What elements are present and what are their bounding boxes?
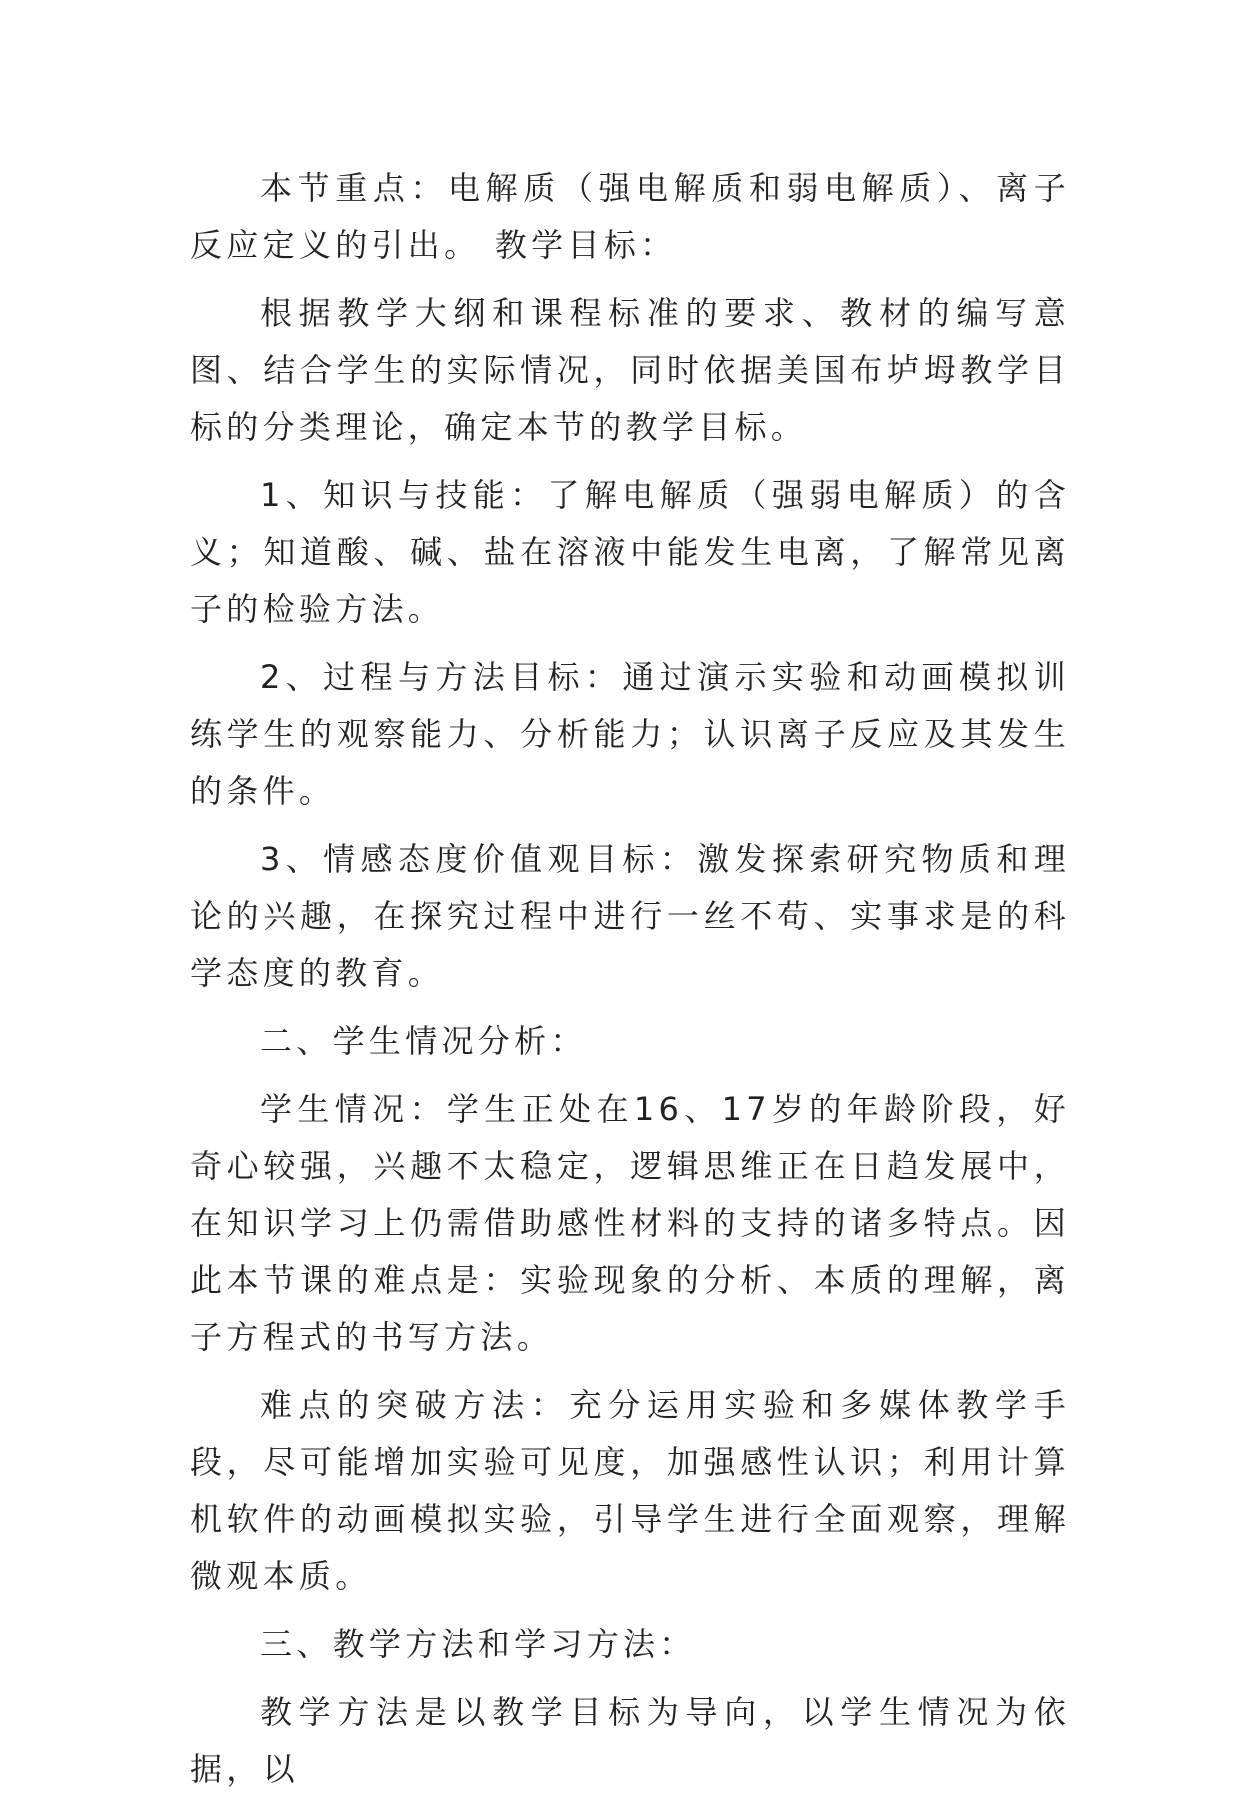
paragraph-objective-attitude: 3、情感态度价值观目标：激发探索研究物质和理论的兴趣，在探究过程中进行一丝不苟、实事求是的科学态度的教育。 [190,840,1070,992]
document-body [190,160,1070,1809]
paragraph-objectives-intro: 根据教学大纲和课程标准的要求、教材的编写意图、结合学生的实际情况，同时依据美国布垆坶教学目标的分类理论，确定本节的教学目标。 [190,294,1070,446]
section-heading-student-analysis: 二、学生情况分析： [260,1022,587,1060]
section-heading-teaching-methods: 三、教学方法和学习方法： [260,1625,696,1663]
paragraph-teaching-methods: 教学方法是以教学目标为导向，以学生情况为依据，以 [190,1693,1070,1788]
paragraph-student-situation: 学生情况：学生正处在16、17岁的年龄阶段，好奇心较强，兴趣不太稳定，逻辑思维正在日趋发展中，在知识学习上仍需借助感性材料的支持的诸多特点。因此本节课的难点是：实验现象的分析、本质的理解，离子方程式的书写方法。 [190,1090,1070,1356]
paragraph-key-points: 本节重点：电解质（强电解质和弱电解质）、离子反应定义的引出。 教学目标： [190,169,1070,264]
paragraph-objective-process: 2、过程与方法目标：通过演示实验和动画模拟训练学生的观察能力、分析能力；认识离子反应及其发生的条件。 [190,658,1070,810]
paragraph-difficulty-breakthrough: 难点的突破方法：充分运用实验和多媒体教学手段，尽可能增加实验可见度，加强感性认识；利用计算机软件的动画模拟实验，引导学生进行全面观察，理解微观本质。 [190,1386,1070,1595]
paragraph-objective-knowledge: 1、知识与技能：了解电解质（强弱电解质）的含义；知道酸、碱、盐在溶液中能发生电离，了解常见离子的检验方法。 [190,476,1070,628]
